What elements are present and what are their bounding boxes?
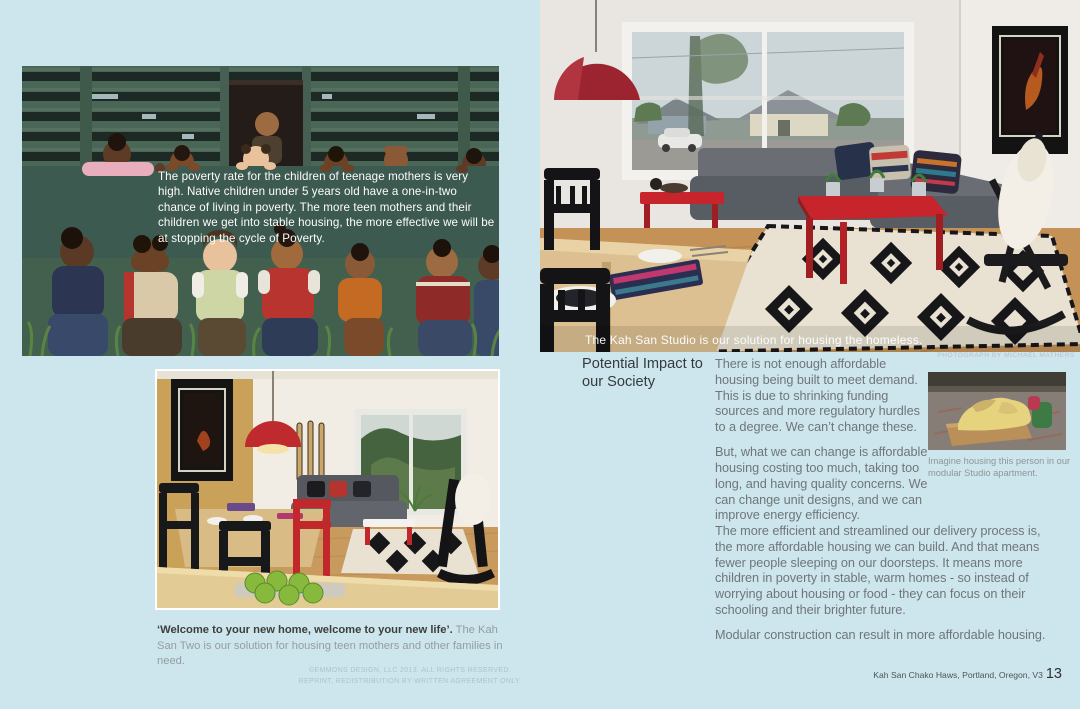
copyright-line1: ©EMMONS DESIGN, LLC 2013. ALL RIGHTS RESERVED. xyxy=(308,667,512,674)
paragraph-1: There is not enough affordable housing being built to meet demand. This is due to shrinking funding sources and more regulatory hurdles to a degree. We can’t change these. xyxy=(715,357,920,435)
body-column-narrow xyxy=(715,357,931,533)
body-column-wide xyxy=(715,524,1055,653)
kah-san-two-photo xyxy=(155,369,500,610)
poverty-overlay-text: The poverty rate for the children of teenage mothers is very high. Native children under 5 years old have a one-in-two chance of living in poverty. The more teen mothers and their children we get into stable housing, the more effective we will be at stopping the cycle of Poverty. xyxy=(158,170,495,245)
children-poverty-photo xyxy=(22,66,499,356)
studio-photo-caption: The Kah San Studio is our solution for housing the homeless. xyxy=(585,333,923,347)
photo-credit: PHOTOGRAPH BY MICHAEL MATHERS xyxy=(937,352,1075,359)
homeless-person-photo xyxy=(928,372,1066,450)
publication-title: Kah San Chako Haws, Portland, Oregon, V3 xyxy=(873,670,1043,680)
paragraph-4: Modular construction can result in more affordable housing. xyxy=(715,627,1046,642)
page-number: 13 xyxy=(1045,666,1062,682)
paragraph-2: But, what we can change is affordable housing costing too much, taking too long, and having quality concerns. We can change unit designs, and we can improve energy efficiency. xyxy=(715,445,928,523)
caption-quote: ‘Welcome to your new home, welcome to your new life’. xyxy=(157,624,453,637)
homeless-photo-caption: Imagine housing this person in our modular Studio apartment. xyxy=(928,456,1071,479)
kah-san-two-illustration xyxy=(157,371,498,608)
section-heading: Potential Impact to our Society xyxy=(582,356,703,390)
paragraph-3: The more efficient and streamlined our delivery process is, the more affordable housing we can build. And that means fewer people sleeping on our doorsteps. It means more children in poverty in stable, warm homes - so instead of worrying about housing or food - they can focus on their schooling and their brighter future. xyxy=(715,524,1041,618)
kah-san-two-caption xyxy=(157,623,505,669)
footer-publication-info xyxy=(700,665,1062,683)
homeless-illustration xyxy=(928,372,1066,450)
copyright-notice xyxy=(230,666,590,688)
caption-rest: The Kah San Two is our solution for housing teen mothers and other families in need. xyxy=(157,624,503,668)
kah-san-studio-photo xyxy=(540,0,1080,352)
studio-illustration xyxy=(540,0,1080,352)
copyright-line2: REPRINT, REDISTRIBUTION BY WRITTEN AGREEMENT ONLY. xyxy=(298,677,522,685)
